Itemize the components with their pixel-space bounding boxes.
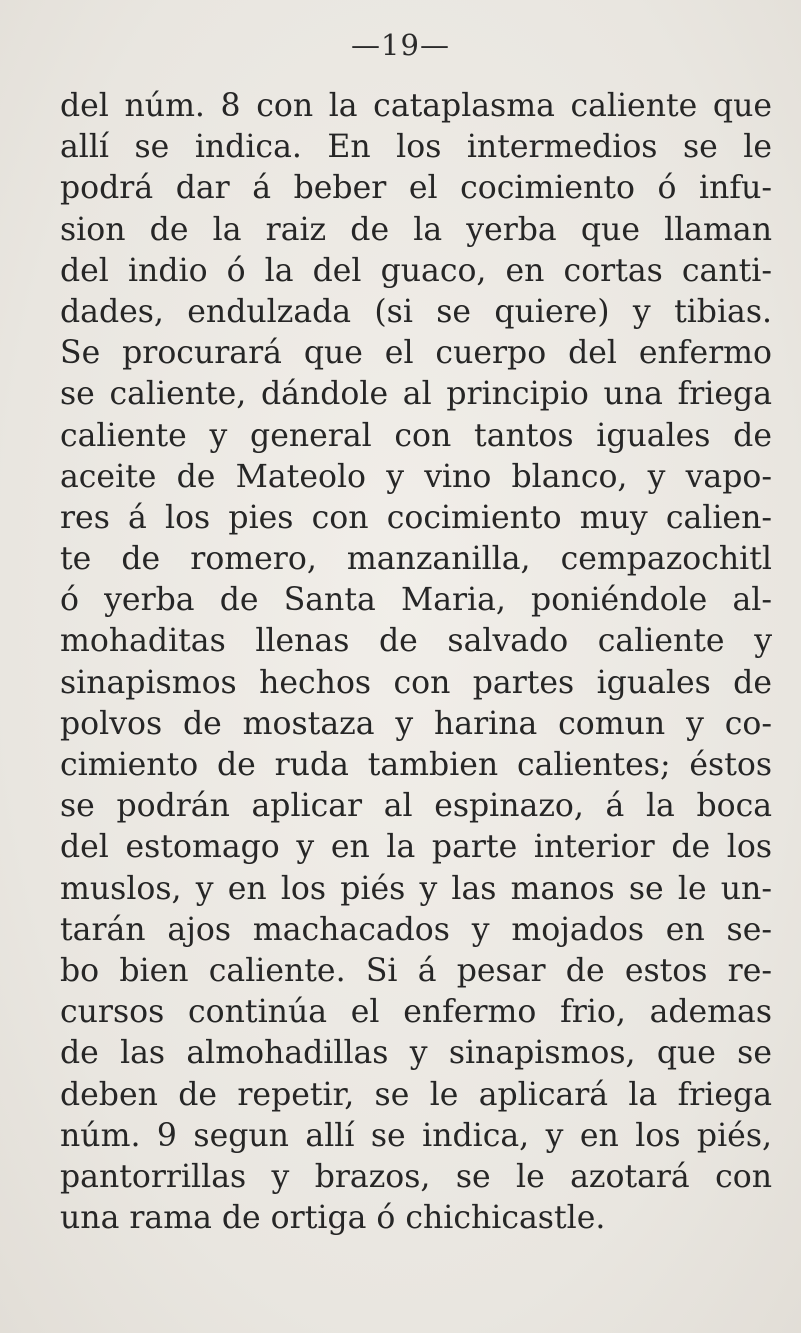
- text-line: del núm. 8 con la cataplasma caliente que: [60, 88, 772, 124]
- text-line: bo bien caliente. Si á pesar de estos re-: [60, 952, 772, 989]
- text-line: caliente y general con tantos iguales de: [60, 417, 772, 454]
- text-line: núm. 9 segun allí se indica, y en los piés,: [60, 1117, 772, 1154]
- text-line: polvos de mostaza y harina comun y co-: [60, 705, 772, 742]
- page-number: —19—: [351, 28, 450, 62]
- text-line: deben de repetir, se le aplicará la friega: [60, 1076, 772, 1113]
- text-line: res á los pies con cocimiento muy calien-: [60, 499, 772, 536]
- text-line: cursos continúa el enfermo frio, ademas: [60, 994, 772, 1031]
- text-line: del estomago y en la parte interior de los: [60, 829, 772, 866]
- text-line: sinapismos hechos con partes iguales de: [60, 664, 772, 701]
- text-line: dades, endulzada (si se quiere) y tibias.: [60, 293, 772, 330]
- text-line: Se procurará que el cuerpo del enfermo: [60, 335, 772, 372]
- text-line: te de romero, manzanilla, cempazochitl: [60, 541, 772, 578]
- text-line: del indio ó la del guaco, en cortas canti-: [60, 252, 772, 289]
- text-line: se caliente, dándole al principio una friega: [60, 376, 772, 413]
- text-line: de las almohadillas y sinapismos, que se: [60, 1035, 772, 1072]
- text-line: pantorrillas y brazos, se le azotará con: [60, 1158, 772, 1195]
- text-line: tarán ajos machacados y mojados en se-: [60, 911, 772, 948]
- body-text: [60, 86, 772, 1239]
- text-line: sion de la raiz de la yerba que llaman: [60, 211, 772, 248]
- text-line: cimiento de ruda tambien calientes; éstos: [60, 747, 772, 783]
- text-line: mohaditas llenas de salvado caliente y: [60, 623, 772, 660]
- text-line: una rama de ortiga ó chichicastle.: [60, 1200, 606, 1237]
- text-line: allí se indica. En los intermedios se le: [60, 129, 772, 166]
- text-line: muslos, y en los piés y las manos se le un-: [60, 870, 772, 907]
- text-line: podrá dar á beber el cocimiento ó infu-: [60, 170, 772, 207]
- text-line: se podrán aplicar al espinazo, á la boca: [60, 788, 772, 825]
- text-line: ó yerba de Santa Maria, poniéndole al-: [60, 582, 772, 619]
- text-line: aceite de Mateolo y vino blanco, y vapo-: [60, 458, 772, 495]
